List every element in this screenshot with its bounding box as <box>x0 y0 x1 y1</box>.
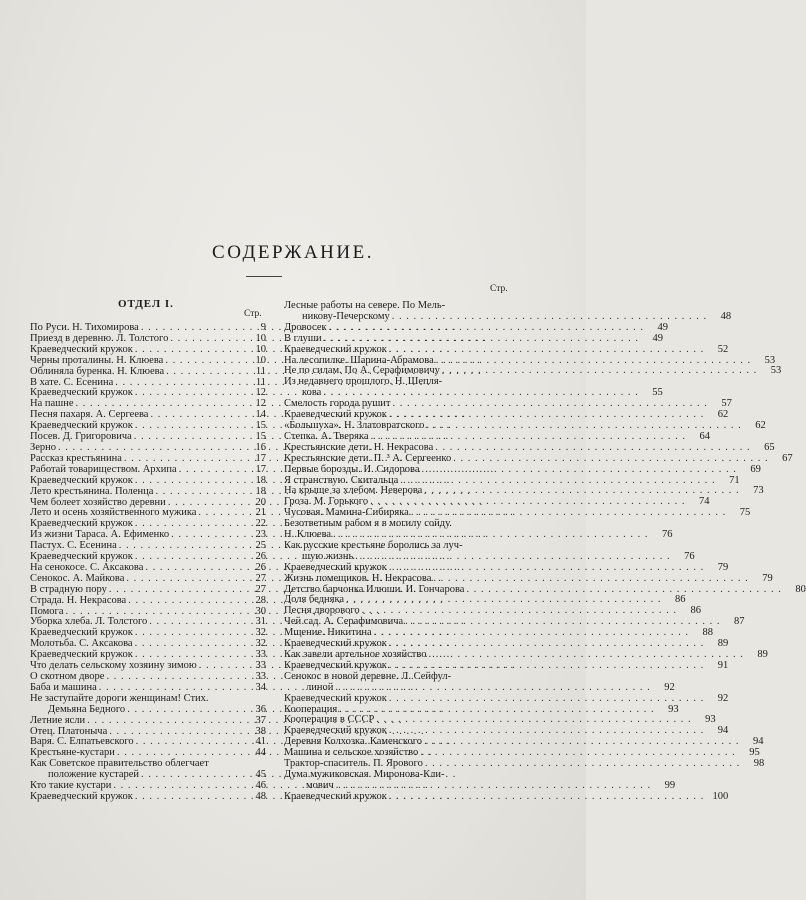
toc-entry-page-number: 55 <box>652 387 663 399</box>
toc-entry-title: Смелость города рушит <box>284 398 391 410</box>
toc-entry-page-number: 15 <box>255 431 266 443</box>
toc-entry <box>284 790 729 803</box>
toc-entry <box>284 463 761 476</box>
toc-entry-title: Крестьяне-кустари <box>30 747 115 759</box>
toc-entry-page-number: 10 <box>255 332 266 344</box>
toc-entry-title: В страдную пору <box>30 583 107 595</box>
toc-entry-page-number: 73 <box>753 485 764 497</box>
toc-entry-page-number: 62 <box>717 409 729 421</box>
toc-entry-title: Я странствую. Скитальца <box>284 474 399 486</box>
toc-entry-page-number: 33 <box>255 671 266 682</box>
toc-entry-page-number: 49 <box>657 321 668 333</box>
toc-entry-title: Краеведческий кружок <box>284 692 387 704</box>
toc-entry-title: шую жизнь <box>302 550 354 562</box>
toc-entry-title: Уборка хлеба. Л. Толстого <box>30 616 148 628</box>
toc-leader-dots <box>442 366 757 377</box>
toc-entry-title: Трактор-спаситель. П. Ярового <box>284 758 423 770</box>
toc-entry-page-number: 67 <box>782 452 793 464</box>
toc-entry-page-number: 31 <box>255 616 266 628</box>
toc-entry-title: Краеведческий кружок <box>284 343 387 355</box>
toc-entry-page-number: 53 <box>770 365 782 377</box>
toc-entry-title: Из недавнего прошлого. Н. Шепля- <box>284 376 443 388</box>
toc-entry-title: На крыше за хлебом. Неверова <box>284 485 423 497</box>
toc-entry-page-number: 100 <box>712 790 729 802</box>
toc-entry-title: Краеведческий кружок <box>30 420 133 432</box>
toc-entry-page-number: 17 <box>255 463 266 475</box>
toc-entry-title: Краеведческий кружок <box>30 649 133 661</box>
toc-entry-page-number: 25 <box>255 540 266 552</box>
toc-entry-page-number: 18 <box>255 485 266 497</box>
toc-entry-title: В глуши <box>284 332 322 344</box>
toc-entry-title: Детство барчонка Илюши. И. Гончарова <box>284 583 465 595</box>
toc-entry-title: Песня дворового <box>284 605 360 617</box>
toc-entry-title: Кто такие кустари <box>30 780 112 792</box>
toc-entry <box>284 681 675 694</box>
toc-entry-page-number: 76 <box>661 529 673 541</box>
toc-entry-title: кова <box>302 387 322 399</box>
toc-entry <box>30 705 266 716</box>
toc-entry-page-number: 87 <box>734 616 745 628</box>
toc-entry-page-number: 53 <box>764 354 776 366</box>
toc-entry-title: Пастух. С. Есенина <box>30 540 117 552</box>
toc-entry-title: Приезд в деревню. Л. Толстого <box>30 332 169 344</box>
toc-entry-page-number: 18 <box>255 474 266 486</box>
toc-entry-title: Что делать сельскому хозяину зимою <box>30 660 197 672</box>
toc-entry-page-number: 49 <box>652 332 663 344</box>
toc-entry-page-number: 30 <box>255 605 266 617</box>
toc-entry-page-number: 33 <box>255 649 266 661</box>
toc-entry <box>30 716 266 727</box>
toc-entry-page-number: 89 <box>757 649 768 660</box>
toc-entry-page-number: 32 <box>255 627 266 639</box>
toc-entry-title: О скотном дворе <box>30 671 105 682</box>
toc-entry-title: Краеведческий кружок <box>30 387 133 399</box>
toc-entry-title: Краеведческий кружок <box>284 638 387 650</box>
toc-entry-title: Краеведческий кружок <box>284 790 387 802</box>
toc-entry-title: Краеведческий кружок <box>30 518 133 530</box>
toc-entry-title: Краеведческий кружок <box>30 790 133 802</box>
toc-entry-title: Краеведческий кружок <box>284 561 387 573</box>
toc-entry-title: Не по силам. По А. Серафимовичу <box>284 365 440 377</box>
toc-entry-title: Чем болеет хозяйство деревни <box>30 496 166 508</box>
toc-entry-page-number: 79 <box>717 561 729 573</box>
toc-entry <box>284 452 793 465</box>
toc-entry-title: Страда. Н. Некрасова <box>30 594 127 606</box>
toc-entry-title: Чусовая. Мамина-Сибиряка <box>284 507 409 519</box>
toc-entry-page-number: 10 <box>255 343 266 355</box>
toc-entry-page-number: 28 <box>255 594 266 606</box>
toc-leader-dots <box>389 345 704 356</box>
toc-leader-dots <box>425 759 740 770</box>
toc-entry-title: Крестьянские дети. Н. Некрасова <box>284 441 434 453</box>
toc-column-left <box>30 323 266 803</box>
toc-entry-page-number: 12 <box>255 398 266 410</box>
toc-entry-page-number: 75 <box>739 507 751 519</box>
toc-entry-page-number: 16 <box>255 441 266 453</box>
toc-entry-page-number: 48 <box>255 790 266 802</box>
toc-entry-page-number: 21 <box>255 507 266 519</box>
toc-entry-page-number: 86 <box>690 605 702 617</box>
toc-entry-page-number: 22 <box>255 518 266 530</box>
page-title: СОДЕРЖАНИЕ. <box>212 242 374 263</box>
toc-entry-title: Жизнь помещиков. Н. Некрасова <box>284 572 432 584</box>
toc-entry <box>284 692 729 705</box>
toc-entry-title: Рассказ крестьянина <box>30 452 122 464</box>
toc-entry-page-number: 27 <box>255 572 266 584</box>
toc-entry-title: Безответным рабом я в могилу сойду. <box>284 518 452 530</box>
toc-entry <box>30 792 266 803</box>
toc-entry-title: Краеведческий кружок <box>30 551 133 563</box>
toc-entry-page-number: 93 <box>705 714 716 726</box>
toc-entry-title: Зерно <box>30 441 57 453</box>
toc-entry-page-number: 89 <box>717 638 729 650</box>
toc-entry-title: В хате. С. Есенина <box>30 376 114 388</box>
toc-entry-page-number: 12 <box>255 387 266 399</box>
toc-entry-page-number: 74 <box>698 496 710 508</box>
toc-entry-title: Краеведческий кружок <box>30 474 133 486</box>
toc-entry-page-number: 91 <box>717 659 729 671</box>
toc-entry-title: Дровосек <box>284 321 327 333</box>
toc-entry-page-number: 15 <box>255 420 266 432</box>
toc-entry-title: Степка. А. Тверяка <box>284 430 369 442</box>
toc-entry-page-number: 65 <box>764 441 775 453</box>
toc-entry-page-number: 37 <box>255 714 266 726</box>
toc-entry-page-number: 86 <box>674 594 686 606</box>
toc-leader-dots <box>453 454 768 465</box>
toc-leader-dots <box>411 508 726 519</box>
toc-leader-dots <box>389 792 704 803</box>
toc-entry-page-number: 11 <box>255 376 266 388</box>
toc-entry-title: На лесопилке. Шарина-Абрамова <box>284 354 434 366</box>
toc-entry-title: Работай товариществом. Архипа <box>30 463 177 475</box>
toc-entry-title: мович <box>306 779 334 791</box>
toc-entry-page-number: 80 <box>795 583 806 595</box>
toc-entry <box>30 487 266 498</box>
toc-entry-title: Гроза. М. Горького <box>284 496 369 508</box>
toc-entry-page-number: 69 <box>750 463 761 475</box>
section-heading: ОТДЕЛ I. <box>118 298 174 310</box>
toc-entry-title: Первые борозды. И. Сидорова <box>284 463 420 475</box>
page-column-label-right: Стр. <box>490 284 508 294</box>
toc-entry-page-number: 44 <box>255 747 266 759</box>
toc-entry <box>30 356 266 367</box>
toc-entry-page-number: 9 <box>260 322 266 333</box>
toc-entry <box>284 572 773 585</box>
toc-entry-title: Песня пахаря. А. Сергеева <box>30 409 149 421</box>
toc-entry-title: По Руси. Н. Тихомирова <box>30 322 139 333</box>
toc-entry-page-number: 88 <box>702 627 714 639</box>
toc-entry-title: положение кустарей <box>48 769 140 781</box>
toc-entry-title: Из жизни Тараса. А. Ефименко <box>30 529 170 541</box>
toc-entry-page-number: 26 <box>255 551 266 563</box>
toc-entry-title: Машина и сельское хозяйство <box>284 747 419 759</box>
toc-leader-dots <box>389 694 704 705</box>
toc-entry-title: Крестьянские дети. П. ³ А. Сергеенко <box>284 452 452 464</box>
toc-entry-page-number: 71 <box>729 474 740 486</box>
toc-leader-dots <box>324 334 639 345</box>
toc-entry <box>284 343 729 356</box>
toc-entry-title: Деревня Колхозка. Каменского <box>284 736 423 748</box>
toc-entry-title: Как Советское правительство облегчает <box>30 758 209 770</box>
toc-entry-title: Дума мужиковская. Миронова-Кли- <box>284 768 445 780</box>
toc-entry-title: Мщение. Никитина <box>284 627 372 639</box>
toc-entry-title: Черны проталины. Н. Клюева <box>30 354 164 366</box>
toc-entry-title: Летние ясли <box>30 714 86 726</box>
toc-entry-title: Как завели артельное хозяйство <box>284 649 427 660</box>
toc-entry-page-number: 10 <box>255 354 266 366</box>
toc-entry-title: Варя. С. Елпатьевского <box>30 736 134 748</box>
toc-entry-title: Демьяна Бедного <box>48 703 126 715</box>
toc-column-right <box>284 300 806 803</box>
toc-entry-page-number: 26 <box>255 561 266 573</box>
toc-entry-title: Облиняла буренка. Н. Клюева <box>30 365 165 377</box>
toc-leader-dots <box>335 683 650 694</box>
toc-entry-title: линой <box>306 681 334 693</box>
toc-entry-page-number: 34 <box>255 681 266 693</box>
toc-entry-page-number: 94 <box>752 736 764 748</box>
toc-entry-page-number: 33 <box>255 660 266 672</box>
toc-entry-title: никову-Печерскому <box>302 310 390 322</box>
toc-entry-page-number: 79 <box>762 572 773 584</box>
toc-entry-title: Лето крестьянина. Поленца <box>30 485 154 497</box>
page-column-label-left: Стр. <box>244 309 262 319</box>
toc-entry-title: Лесные работы на севере. По Мель- <box>284 300 446 311</box>
toc-entry-title: Сенокос. А. Майкова <box>30 572 125 584</box>
toc-entry-title: Сенокос в новой деревне. Л. Сейфул- <box>284 670 452 682</box>
toc-entry-title: Краеведческий кружок <box>284 409 387 421</box>
toc-entry-page-number: 48 <box>720 310 732 322</box>
toc-entry-page-number: 94 <box>717 725 729 737</box>
toc-entry-title: Н. Клюева <box>284 529 332 541</box>
toc-entry <box>30 476 266 487</box>
toc-entry-page-number: 46 <box>255 780 266 792</box>
toc-entry-title: Посев. Д. Григоровича <box>30 431 132 443</box>
toc-entry-page-number: 98 <box>753 758 765 770</box>
toc-entry-title: Кооперация <box>284 703 338 715</box>
toc-entry-title: На пашне <box>30 398 74 410</box>
title-divider <box>246 276 282 277</box>
toc-entry-page-number: 64 <box>699 430 710 442</box>
toc-entry-page-number: 14 <box>255 409 266 421</box>
toc-entry <box>284 332 663 345</box>
toc-entry-page-number: 41 <box>255 736 266 748</box>
toc-entry <box>30 367 266 378</box>
toc-entry-title: Баба и машина <box>30 681 97 693</box>
toc-entry-page-number: 45 <box>255 769 266 781</box>
toc-entry-page-number: 76 <box>684 550 695 562</box>
toc-entry-page-number: 17 <box>255 452 266 464</box>
toc-entry-page-number: 93 <box>668 703 679 715</box>
toc-entry-title: Краеведческий кружок <box>284 725 387 737</box>
toc-entry-page-number: 95 <box>749 747 760 759</box>
toc-entry-page-number: 11 <box>255 365 266 377</box>
toc-entry-page-number: 92 <box>717 692 729 704</box>
toc-entry-title: Чей сад. А. Серафимовича <box>284 616 404 628</box>
toc-entry-title: Кооперация в СССР <box>284 714 375 726</box>
toc-entry-page-number: 36 <box>255 703 266 715</box>
toc-entry-title: Лето и осень хозяйственного мужика <box>30 507 197 519</box>
toc-entry-page-number: 20 <box>255 496 266 508</box>
toc-entry-title: На сенокосе. С. Аксакова <box>30 561 144 573</box>
toc-entry-page-number: 52 <box>717 343 729 355</box>
toc-entry-page-number: 38 <box>255 725 266 737</box>
toc-entry-title: Как русские крестьяне боролись за луч- <box>284 539 463 551</box>
toc-entry-page-number: 92 <box>664 681 675 693</box>
toc-entry-title: Молотьба. С. Аксакова <box>30 638 133 650</box>
toc-entry-page-number: 27 <box>255 583 266 595</box>
toc-entry-title: Краеведческий кружок <box>284 659 387 671</box>
toc-entry-page-number: 32 <box>255 638 266 650</box>
toc-entry-title: Краеведческий кружок <box>30 627 133 639</box>
toc-leader-dots <box>422 465 737 476</box>
toc-leader-dots <box>433 574 748 585</box>
toc-entry-title: Доля бедняка <box>284 594 345 606</box>
toc-entry-page-number: 23 <box>255 529 266 541</box>
toc-entry-title: Не заступайте дороги женщинам! Стих. <box>30 692 209 704</box>
toc-entry-page-number: 62 <box>755 419 766 431</box>
toc-entry-title: «Большуха». Н. Златовратского <box>284 419 425 431</box>
toc-entry <box>30 596 266 607</box>
toc-entry-title: Отец. Платоныча <box>30 725 108 737</box>
toc-entry-page-number: 99 <box>664 779 676 791</box>
toc-entry-page-number: 57 <box>721 398 732 410</box>
toc-entry-title: Краеведческий кружок <box>30 343 133 355</box>
toc-entry-title: Помога <box>30 605 64 617</box>
